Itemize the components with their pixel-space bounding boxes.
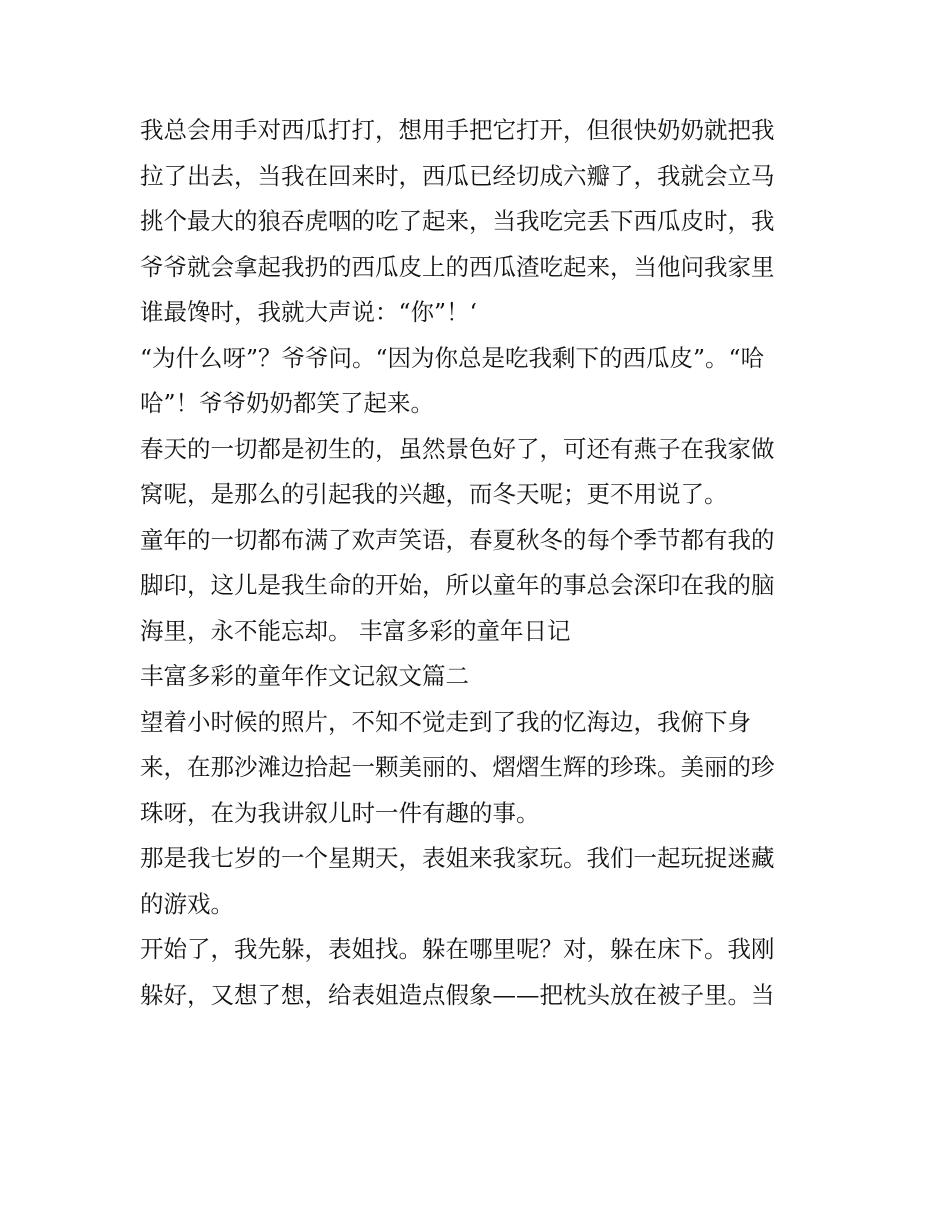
document-body (140, 108, 820, 1018)
text-line: 我总会用手对西瓜打打，想用手把它打开，但很快奶奶就把我 (140, 116, 775, 144)
text-line: 望着小时候的照片，不知不觉走到了我的忆海边，我俯下身 (140, 707, 751, 736)
text-line: 脚印，这儿是我生命的开始，所以童年的事总会深印在我的脑 (140, 571, 775, 599)
text-line: 窝呢，是那么的引起我的兴趣，而冬天呢；更不用说了。 (140, 480, 728, 508)
text-line: 来，在那沙滩边拾起一颗美丽的、熠熠生辉的珍珠。美丽的珍 (140, 753, 775, 781)
text-line: 开始了，我先躲，表姐找。躲在哪里呢？对，躲在床下。我刚 (140, 935, 775, 963)
text-line: 谁最馋时，我就大声说：“你”！‘ (140, 298, 477, 326)
text-line: 挑个最大的狼吞虎咽的吃了起来，当我吃完丢下西瓜皮时，我 (140, 207, 775, 235)
text-line: 童年的一切都布满了欢声笑语，春夏秋冬的每个季节都有我的 (140, 525, 775, 554)
text-line: 海里，永不能忘却。 丰富多彩的童年日记 (140, 616, 571, 645)
text-line: 春天的一切都是初生的，虽然景色好了，可还有燕子在我家做 (140, 434, 775, 463)
text-line: “为什么呀”？爷爷问。“因为你总是吃我剩下的西瓜皮”。“哈 (140, 343, 765, 372)
section-heading: 丰富多彩的童年作文记叙文篇二 (140, 662, 469, 690)
text-line: 那是我七岁的一个星期天，表姐来我家玩。我们一起玩捉迷藏 (140, 844, 775, 872)
text-line: 哈”！爷爷奶奶都笑了起来。 (140, 389, 435, 417)
text-line: 爷爷就会拿起我扔的西瓜皮上的西瓜渣吃起来，当他问我家里 (140, 252, 775, 281)
text-line: 躲好，又想了想，给表姐造点假象——把枕头放在被子里。当 (140, 980, 775, 1009)
text-line: 珠呀，在为我讲叙儿时一件有趣的事。 (140, 798, 540, 827)
text-line: 的游戏。 (140, 889, 234, 918)
text-line: 拉了出去，当我在回来时，西瓜已经切成六瓣了，我就会立马 (140, 161, 775, 190)
